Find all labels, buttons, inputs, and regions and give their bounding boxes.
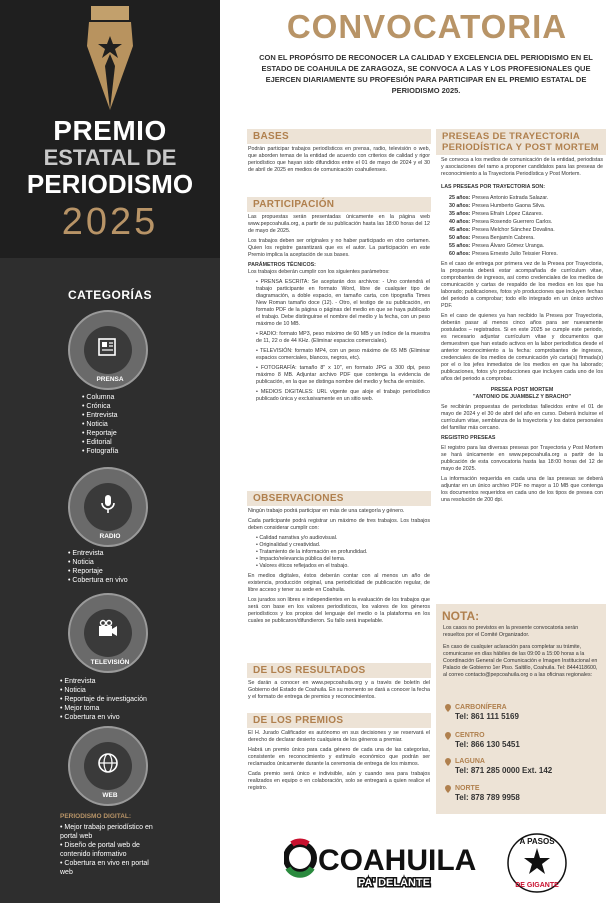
radio-list xyxy=(68,549,128,585)
office-centro: CENTRO Tel: 866 130 5451 xyxy=(455,731,520,749)
nota-text: Los casos no previstos en la presente convocatoria serán resueltos por el Comité Organizador. En caso de cualquier aclaración para completar su trámite, comunicarse en días hábiles de las 09:00 a 15:00 horas a la Coordinación General de Comunicación e Imagen Institucional en Palacio de Gobierno 1er Piso. Saltillo, Coahuila. Tel: 8444118600, al correo contacto@pepcoahuila.org o a las oficinas regionales: xyxy=(443,625,598,678)
office-norte: NORTE Tel: 878 789 9958 xyxy=(455,784,520,802)
list-item: • Mejor toma xyxy=(60,704,147,713)
web-list xyxy=(60,823,160,877)
list-item: • Reportaje de investigación xyxy=(60,695,147,704)
participacion-text: Las propuestas serán presentadas únicamente en la página web www.pepcoahuila.org, a partir de su publicación hasta las 18:00 horas del 12 de mayo de 2025. Los trabajos deben ser originales y no haber participado en otro certamen. Quien los registre garantizará que es el autor. La participación en este Premio implica la aceptación de sus bases. PARÁMETROS TÉCNICOS: Los trabajos deberán cumplir con los siguientes parámetros: • PRENSA ESCRITA: Se aceptarán dos archivos: - Uno contendrá el trabajo participante en formato Word, libre de cualquier tipo de diagramación, a doble espacio, en tamaño carta, con tipografía Times New Roman tamaño doce (12). - Otro, el testigo de su publicación, en formato PDF de la página o páginas del medio en que se haya publicado el trabajo. Debe distinguirse el nombre del medio y la fecha, con un peso máximo de 10 MB. • RADIO: formato MP3, peso máximo de 60 MB y un índice de la muestra de 11, 22 o de 44 KHz. (Eliminar espacios comerciales). • TELEVISIÓN: formato MP4, con un peso máximo de 65 MB (Eliminar espacios comerciales, blancos, negros, etc). • FOTOGRAFÍA: tamaño 8" x 10", en formato JPG a 300 dpi, peso máximo 8 MB. Adjuntar archivo PDF que contenga la evidencia de publicación, en la que se distinga nombre del medio y fecha de emisión. • MEDIOS DIGITALES: URL vigente que aloje el trabajo periodístico publicado única y exclusivamente en un sitio web. xyxy=(248,214,430,402)
list-item: • Noticia xyxy=(68,558,128,567)
page-title: CONVOCATORIA xyxy=(286,8,568,45)
list-item: • Reportaje xyxy=(82,429,118,438)
list-item: • Originalidad y creatividad. xyxy=(256,542,321,548)
trayectoria-text: Se convoca a los medios de comunicación de la entidad, periodistas y asociaciones del ramo a proponer candidatos para las preseas de reconocimiento a la Trayectoria Periodística y Post Mortem. LAS PRESEAS POR TRAYECTORIA SON: 25 años: Presea Antonio Estrada Salazar. 30 años: Presea Humberto Gaona Silva. 35 años: Presea Efraín López Cázares. 40 años: Presea Rosendo Guerrero Carlos. 45 años: Presea Melchor Sánchez Dovalina. 50 años: Presea Benjamín Cabrera. 55 años: Presea Álvaro Gómez Uranga. 60 años: Presea Ernesto Julio Teissier Flores. En el caso de entrega por primera vez de la Presea por Trayectoria, la propuesta deberá estar acompañada de currículum vitae, comprobantes de ingresos, así como credenciales de los medios de comunicación y cartas de respaldo de los medios en los que ha laborado; publicaciones, fotos y/o producciones que incluyen fechas del periodo a comprobar; todo ello integrado en un único archivo PDF. En el caso de quienes ya han recibido la Presea por Trayectoria, deberán pasar al menos cinco años para ser nuevamente postulados – registrados. Si en este 2025 se cumple este periodo, es necesario adjuntar currículum vitae y documentos que demuestren que han estado activos en la labor periodística desde el anterior reconocimiento a la fecha: comprobantes de ingresos, credenciales de los medios de comunicación y/o carta(s) firmada(s) por el o los jefes inmediatos de los medios en que ha laborado; publicaciones, fotos y/o producciones que incluyen cada uno de los años del periodo a comprobar. PRESEA POST MORTEM "ANTONIO DE JUAMBELZ Y BRACHO" Se recibirán propuestas de periodistas fallecidos entre el 01 de mayo de 2024 y el 30 de abril del año en curso. Deberá incluirse el currículum vitae, semblanza de la trayectoria y los datos personales del familiar más cercano. REGISTRO PRESEAS El registro para las diversas preseas por Trayectoria y Post Mortem se hará únicamente en www.pepcoahuila.org a partir de la publicación de esta convocatoria hasta las 18:00 horas del 12 de mayo de 2025. La información requerida en cada una de las preseas se deberá adjuntar en un único archivo PDF no mayor a 10 MB que contenga los documentos requeridos en cada uno de los tipos de presea con una resolución de 200 dpi. xyxy=(441,157,603,503)
location-pin-icon xyxy=(445,704,451,712)
section-trayectoria: PRESEAS DE TRAYECTORIA PERIODÍSTICA Y POST MORTEM xyxy=(436,129,606,155)
list-item: • Reportaje xyxy=(68,567,128,576)
list-item: • Impacto/relevancia pública del tema. xyxy=(256,556,346,562)
logo-sub-text: PA' DELANTE xyxy=(357,877,431,889)
title-line-3: PERIODISMO xyxy=(26,169,194,199)
observaciones-text: Ningún trabajo podrá participar en más de una categoría y género. Cada participante podrá registrar un máximo de tres trabajos. Los trabajos deben considerar cumplir con: • Calidad narrativa y/o audiovisual. • Originalidad y creatividad. • Tratamiento de la información en profundidad. • Impacto/relevancia pública del tema. • Valores éticos reflejados en el trabajo. En medios digitales, éstos deberán contar con al menos un año de existencia, producción original, una periodicidad de publicación regular, de libre acceso y tener su sede en Coahuila. Los jurados son libres e independientes en la evaluación de los trabajos que será con base en los valores periodísticos, los valores de los géneros periodísticos y los propios del lenguaje del medio o la plataforma en los cuales se publicaron/difundieron. Su fallo será inapelable. xyxy=(248,508,430,624)
list-item: • Entrevista xyxy=(60,677,147,686)
bases-text: Podrán participar trabajos periodísticos en prensa, radio, televisión o web, que aborden temas de la entidad de acuerdo con criterios de calidad y rigor periodístico que hayan sido difundidos entre el 01 de mayo de 2024 y el 30 de abril de 2025 en medios de comunicación coahuilenses. xyxy=(248,146,430,173)
list-item: • Noticia xyxy=(82,420,118,429)
a-pasos-de-gigante-logo xyxy=(506,832,568,894)
television-list xyxy=(60,677,147,722)
list-item: • Crónica xyxy=(82,402,118,411)
badge-television xyxy=(68,593,148,673)
badge-label: PRENSA xyxy=(96,376,124,383)
premio-header-block xyxy=(0,0,220,258)
section-resultados: DE LOS RESULTADOS xyxy=(247,663,431,678)
list-item: • Cobertura en vivo xyxy=(68,576,128,585)
badge-label: WEB xyxy=(102,792,118,799)
list-item: • Diseño de portal web de contenido informativo xyxy=(60,841,160,859)
badge-web xyxy=(68,726,148,806)
list-item: • Calidad narrativa y/o audiovisual. xyxy=(256,535,338,541)
location-pin-icon xyxy=(445,758,451,766)
newspaper-icon xyxy=(96,335,120,359)
section-bases: BASES xyxy=(247,129,431,144)
camera-icon xyxy=(96,618,120,642)
left-sidebar xyxy=(0,0,220,903)
list-item: • Fotografía xyxy=(82,447,118,456)
microphone-icon xyxy=(96,492,120,516)
list-item: • Tratamiento de la información en profundidad. xyxy=(256,549,368,555)
title-line-2: ESTATAL DE xyxy=(43,145,177,170)
list-item: • Entrevista xyxy=(68,549,128,558)
list-item: • Cobertura en vivo xyxy=(60,713,147,722)
premios-text: El H. Jurado Calificador es autónomo en sus decisiones y se reservará el derecho de declarar desierto cualquiera de los géneros a premiar. Habrá un premio único para cada género de cada una de las categorías, consistente en reconocimiento y estímulo económico que podrán ser reclamados únicamente durante la ceremonia de entrega de los mismos. Cada premio será único e indivisible, aún y cuando sea para trabajos realizados en equipo o en colaboración, solo se entregará a quien realice el registro. xyxy=(248,730,430,791)
premio-title xyxy=(0,116,220,244)
badge-label: TELEVISIÓN xyxy=(90,659,130,666)
office-laguna: LAGUNA Tel: 871 285 0000 Ext. 142 xyxy=(455,757,552,775)
prensa-list xyxy=(82,393,118,456)
list-item: • Valores éticos reflejados en el trabajo. xyxy=(256,563,349,569)
location-pin-icon xyxy=(445,732,451,740)
list-item: • Mejor trabajo periodístico en portal web xyxy=(60,823,160,841)
apasos-line1: A PASOS xyxy=(519,837,555,846)
title-year: 2025 xyxy=(61,201,159,243)
list-item: • Editorial xyxy=(82,438,118,447)
intro-text: CON EL PROPÓSITO DE RECONOCER LA CALIDAD Y EXCELENCIA DEL PERIODISMO EN EL ESTADO DE COAHUILA DE ZARAGOZA, SE CONVOCA A LAS Y LOS PROFESIONALES QUE EJERCEN DIARIAMENTE SU PROFESIÓN PARA PARTICIPAR EN EL PREMIO ESTATAL DE PERIODISMO 2025. xyxy=(259,53,593,95)
section-observaciones: OBSERVACIONES xyxy=(247,491,431,506)
coahuila-logo xyxy=(284,838,480,890)
office-carbonifera: CARBONÍFERA Tel: 861 111 5169 xyxy=(455,703,519,721)
list-item: • Entrevista xyxy=(82,411,118,420)
title-line-1: PREMIO xyxy=(53,115,167,146)
list-item: • Columna xyxy=(82,393,118,402)
categories-title: CATEGORÍAS xyxy=(67,288,153,302)
section-premios: DE LOS PREMIOS xyxy=(247,713,431,728)
location-pin-icon xyxy=(445,785,451,793)
apasos-line2: DE GIGANTE xyxy=(515,882,559,889)
badge-label: RADIO xyxy=(99,533,121,540)
section-participacion: PARTICIPACIÓN xyxy=(247,197,431,212)
digital-title: PERIODISMO DIGITAL: xyxy=(60,813,132,820)
list-item: • Noticia xyxy=(60,686,147,695)
badge-radio xyxy=(68,467,148,547)
badge-prensa xyxy=(68,310,148,390)
logo-main-text: COAHUILA xyxy=(318,844,477,877)
list-item: • Cobertura en vivo en portal web xyxy=(60,859,160,877)
nota-title: NOTA: xyxy=(442,609,480,623)
resultados-text: Se darán a conocer en www.pepcoahuila.org y a través de boletín del Gobierno del Estado de Coahuila. En su momento se dará a conocer la fecha y el formato de entrega de premios y reconocimientos. xyxy=(248,680,430,700)
fountain-pen-icon xyxy=(71,6,149,110)
globe-icon xyxy=(96,751,120,775)
